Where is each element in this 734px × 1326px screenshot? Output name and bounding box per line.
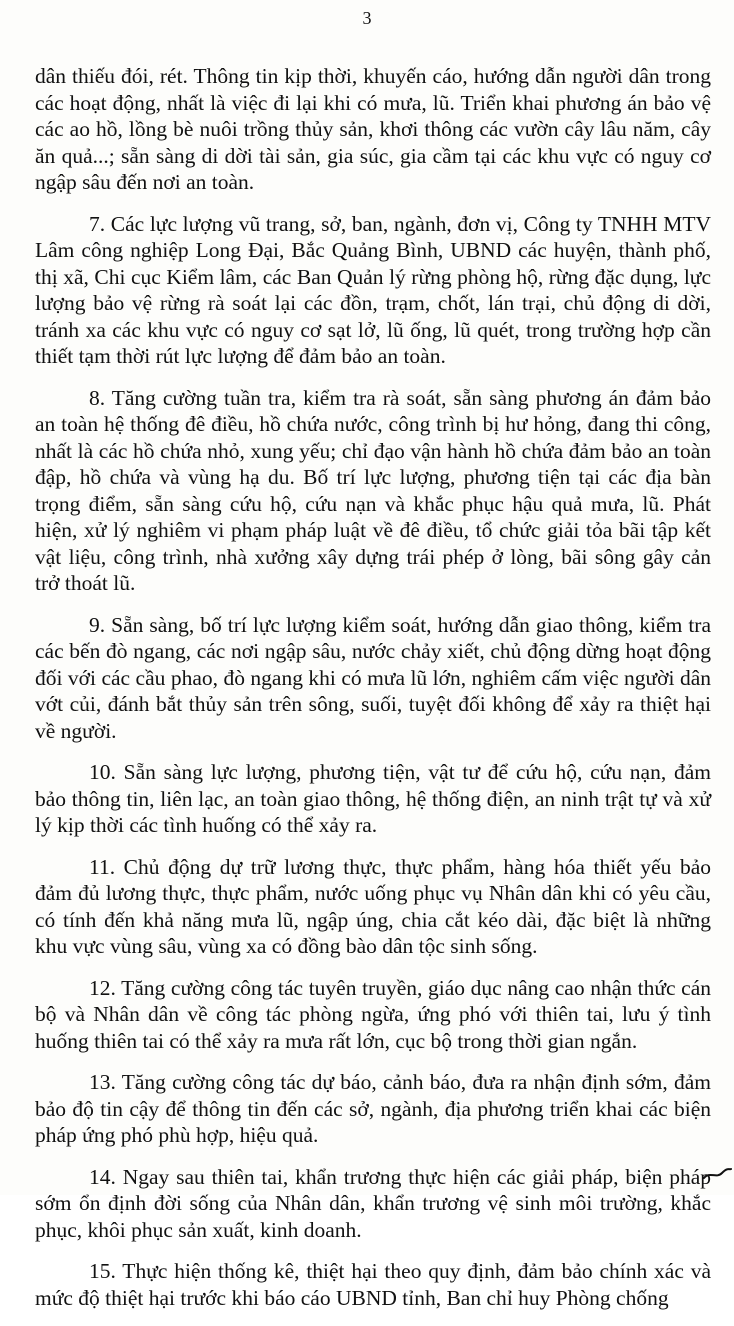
paragraph-item-12: 12. Tăng cường công tác tuyên truyền, giáo dục nâng cao nhận thức cán bộ và Nhân dân về công tác phòng ngừa, ứng phó với thiên tai, lưu ý tình huống thiên tai có thể xảy ra mưa rất lớn, cục bộ trong thời gian ngắn.: [35, 975, 711, 1053]
document-body: [35, 63, 711, 1326]
paragraph-item-7: 7. Các lực lượng vũ trang, sở, ban, ngành, đơn vị, Công ty TNHH MTV Lâm công nghiệp Long Đại, Bắc Quảng Bình, UBND các huyện, thành phố, thị xã, Chi cục Kiểm lâm, các Ban Quản lý rừng phòng hộ, rừng đặc dụng, lực lượng bảo vệ rừng rà soát lại các đồn, trạm, chốt, lán trại, chủ động di dời, tránh xa các khu vực có nguy cơ sạt lở, lũ ống, lũ quét, trong trường hợp cần thiết tạm thời rút lực lượng để đảm bảo an toàn.: [35, 211, 711, 368]
paragraph-item-10: 10. Sẵn sàng lực lượng, phương tiện, vật tư để cứu hộ, cứu nạn, đảm bảo thông tin, liên lạc, an toàn giao thông, hệ thống điện, an ninh trật tự và xử lý kịp thời các tình huống có thể xảy ra.: [35, 760, 711, 837]
paragraph-item-15: 15. Thực hiện thống kê, thiệt hại theo quy định, đảm bảo chính xác và mức độ thiệt hại trước khi báo cáo UBND tỉnh, Ban chỉ huy Phòng chống: [35, 1259, 711, 1310]
handwritten-margin-mark: [702, 1167, 732, 1181]
page-number: 3: [362, 8, 372, 28]
paragraph-item-13: 13. Tăng cường công tác dự báo, cảnh báo, đưa ra nhận định sớm, đảm bảo độ tin cậy để thông tin đến các sở, ngành, địa phương triển khai các biện pháp ứng phó phù hợp, hiệu quả.: [35, 1070, 711, 1147]
paragraph-item-8: 8. Tăng cường tuần tra, kiểm tra rà soát, sẵn sàng phương án đảm bảo an toàn hệ thống đê điều, hồ chứa nước, công trình bị hư hỏng, đang thi công, nhất là các hồ chứa nhỏ, xung yếu; chỉ đạo vận hành hồ chứa đảm bảo an toàn đập, hồ chứa và vùng hạ du. Bố trí lực lượng, phương tiện tại các địa bàn trọng điểm, sẵn sàng cứu hộ, cứu nạn và khắc phục hậu quả mưa, lũ. Phát hiện, xử lý nghiêm vi phạm pháp luật về đê điều, tổ chức giải tỏa bãi tập kết vật liệu, công trình, nhà xưởng xây dựng trái phép ở lòng, bãi sông gây cản trở thoát lũ.: [35, 385, 711, 595]
paragraph-item-14: 14. Ngay sau thiên tai, khẩn trương thực hiện các giải pháp, biện pháp sớm ổn định đời sống của Nhân dân, khẩn trương vệ sinh môi trường, khắc phục, khôi phục sản xuất, kinh doanh.: [35, 1164, 711, 1242]
paragraph-item-11: 11. Chủ động dự trữ lương thực, thực phẩm, hàng hóa thiết yếu bảo đảm đủ lương thực, thực phẩm, nước uống phục vụ Nhân dân khi có yêu cầu, có tính đến khả năng mưa lũ, ngập úng, chia cắt kéo dài, đặc biệt là những khu vực vùng sâu, vùng xa có đồng bào dân tộc sinh sống.: [35, 854, 711, 958]
paragraph-item-9: 9. Sẵn sàng, bố trí lực lượng kiểm soát, hướng dẫn giao thông, kiểm tra các bến đò ngang, các nơi ngập sâu, nước chảy xiết, chủ động dừng hoạt động đối với các cầu phao, đò ngang khi có mưa lũ lớn, nghiêm cấm việc người dân vớt củi, đánh bắt thủy sản trên sông, suối, tuyệt đối không để xảy ra thiệt hại về người.: [35, 612, 711, 743]
paragraph-continuation: dân thiếu đói, rét. Thông tin kịp thời, khuyến cáo, hướng dẫn người dân trong các hoạt động, nhất là việc đi lại khi có mưa, lũ. Triển khai phương án bảo vệ các ao hồ, lồng bè nuôi trồng thủy sản, khơi thông các vườn cây lâu năm, cây ăn quả...; sẵn sàng di dời tài sản, gia súc, gia cầm tại các khu vực có nguy cơ ngập sâu đến nơi an toàn.: [35, 64, 711, 194]
